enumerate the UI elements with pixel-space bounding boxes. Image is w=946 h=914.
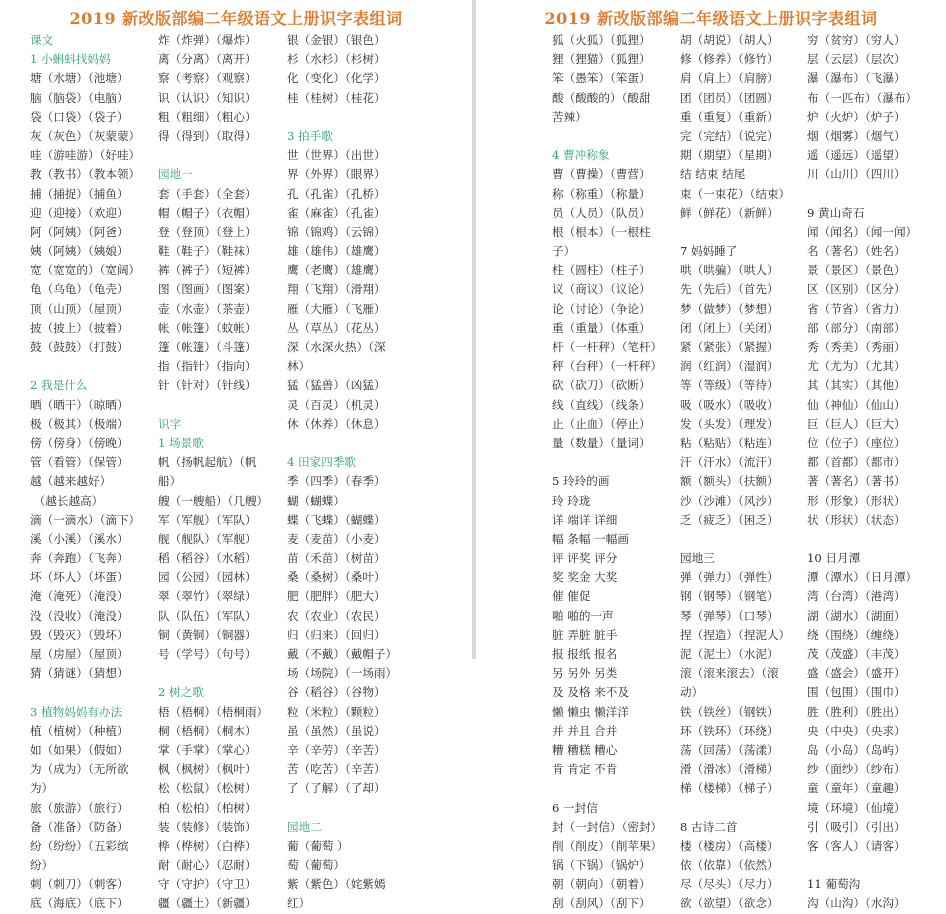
word-entry: 烟（烟雾）（烟气）: [807, 128, 906, 143]
word-entry: 灰（灰色）（灰蒙蒙）: [30, 128, 141, 143]
word-entry: 桂（桂树）（桂花）: [287, 90, 386, 105]
section-heading: 2 树之歌: [158, 685, 204, 700]
word-entry: 守（守护）（守卫）: [158, 877, 257, 892]
word-entry: 额（额头）（扶额）: [680, 474, 779, 489]
word-entry: 笨（愚笨）（笨蛋）: [552, 71, 651, 86]
word-entry: 沟（山沟）（水沟）: [807, 896, 906, 911]
word-entry: 桦（桦树）（白桦）: [158, 838, 257, 853]
word-entry: 瀑（瀑布）（飞瀑）: [807, 71, 906, 86]
word-entry: 围（包围）（围巾）: [807, 685, 906, 700]
word-entry: 帐（帐篷）（蚊帐）: [158, 320, 257, 335]
word-entry: 根（根本）（一根柱: [552, 224, 651, 239]
word-entry: 依（依靠）（依然）: [680, 858, 779, 873]
word-entry: 坏（坏人）（坏蛋）: [30, 570, 129, 585]
word-entry: 催 催促: [552, 589, 591, 604]
word-column-3: [287, 31, 397, 914]
spacer: [287, 799, 397, 818]
section-heading: 8 古诗二首: [680, 819, 738, 834]
word-entry: 封（一封信）（密封）: [552, 819, 663, 834]
word-entry: 肯 肯定 不肯: [552, 762, 618, 777]
word-column-1: [552, 31, 662, 914]
word-entry: 纷）: [30, 858, 54, 873]
word-entry: 银（金银）（银色）: [287, 33, 386, 47]
word-entry: 完（完结）（说完）: [680, 128, 779, 143]
spacer: [30, 357, 140, 376]
word-entry: 号（学号）（句号）: [158, 647, 257, 661]
word-entry: 麦（麦苗）（小麦）: [287, 531, 386, 546]
word-entry: 景（景区）（景色）: [807, 263, 906, 278]
section-heading: 园地三: [680, 551, 715, 566]
word-entry: 纱（面纱）（纱布）: [807, 762, 906, 777]
word-entry: 区（区别）（区分）: [807, 282, 906, 297]
word-entry: 炸（炸弹）（爆炸）: [158, 33, 257, 47]
word-entry: 铜（黄铜）（铜器）: [158, 627, 257, 642]
word-entry: 仙（神仙）（仙山）: [807, 397, 906, 412]
word-entry: 锅（下锅）（锅炉）: [552, 858, 651, 873]
word-entry: 肥（肥胖）（肥大）: [287, 589, 386, 604]
word-entry: 队（队伍）（军队）: [158, 608, 257, 623]
word-entry: 套（手套）（全套）: [158, 186, 257, 201]
spacer: [680, 223, 790, 242]
spacer: [807, 185, 917, 204]
word-entry: 部（部分）（南部）: [807, 320, 906, 335]
word-entry: 披（披上）（披着）: [30, 320, 129, 335]
section-heading: 2 我是什么: [30, 378, 88, 393]
word-entry: 晒（晒干）（晾晒）: [30, 397, 129, 412]
word-entry: 帆（扬帆起航）（帆: [158, 455, 257, 470]
word-entry: 梧（梧桐）（梧桐雨）: [158, 704, 269, 719]
word-entry: 世（世界）（出世）: [287, 148, 386, 163]
word-entry: 掌（手掌）（掌心）: [158, 742, 257, 757]
left-page: [0, 0, 472, 911]
section-heading: 4 田家四季歌: [287, 455, 357, 470]
word-entry: 汗（汗水）（流汗）: [680, 455, 779, 470]
spacer: [30, 683, 140, 702]
word-entry: 束（一束花）（结束）: [680, 186, 791, 201]
word-column-1: [30, 31, 140, 914]
word-entry: 狐（火狐）（狐狸）: [552, 33, 651, 47]
word-entry: 岛（小岛）（岛屿）: [807, 742, 906, 757]
word-entry: 为）: [30, 781, 54, 796]
word-entry: 帽（帽子）（衣帽）: [158, 205, 257, 220]
word-entry: 捏（捏造）（捏泥人）: [680, 627, 791, 642]
word-entry: 评 评奖 评分: [552, 551, 618, 566]
spacer: [158, 146, 268, 165]
word-entry: 化（变化）（化学）: [287, 71, 386, 86]
section-heading: 1 场景歌: [158, 435, 204, 450]
word-entry: 宽（宽宽的）（宽阔）: [30, 263, 141, 278]
word-entry: 鞋（鞋子）（鞋袜）: [158, 244, 257, 259]
word-entry: 刮（刮风）（刮下）: [552, 896, 651, 911]
word-entry: 紧（紧张）（紧握）: [680, 340, 779, 354]
spacer: [552, 453, 662, 472]
word-entry: 雀（麻雀）（孔雀）: [287, 205, 386, 220]
word-entry: 期（期望）（星期）: [680, 148, 779, 163]
word-entry: 屋（房屋）（屋顶）: [30, 647, 129, 661]
word-entry: 曹（曹操）（曹营）: [552, 167, 651, 182]
word-entry: 肩（肩上）（肩膀）: [680, 71, 779, 86]
word-entry: 农（农业）（农民）: [287, 608, 386, 623]
word-entry: 酸（酸酸的）（酸甜: [552, 90, 651, 105]
word-entry: 教（教书）（教本领）: [30, 167, 141, 182]
word-entry: 粘（粘贴）（粘连）: [680, 435, 779, 450]
word-entry: 论（讨论）（争论）: [552, 301, 651, 316]
word-entry: 位（位子）（座位）: [807, 435, 906, 450]
word-entry: 园（公园）（园林）: [158, 570, 257, 585]
word-entry: 傍（傍身）（傍晚）: [30, 435, 129, 450]
section-heading: 11 葡萄沟: [807, 877, 861, 892]
spacer: [680, 799, 790, 818]
word-entry: 刺（刺刀）（刺客）: [30, 877, 129, 892]
word-entry: 龟（乌龟）（龟壳）: [30, 282, 129, 297]
word-entry: 翔（飞翔）（滑翔）: [287, 282, 386, 297]
word-entry: 得（得到）（取得）: [158, 128, 257, 143]
word-entry: 界（外界）（眼界）: [287, 167, 386, 182]
word-entry: 巨（巨人）（巨大）: [807, 416, 906, 431]
word-column-3: [807, 31, 917, 914]
word-entry: 篷（帐篷）（斗篷）: [158, 340, 257, 354]
word-entry: 针（针对）（针线）: [158, 378, 257, 393]
word-entry: 戴（不戴）（戴帽子）: [287, 647, 398, 661]
spacer: [158, 664, 268, 683]
word-entry: 钢（钢琴）（钢笔）: [680, 589, 779, 604]
word-entry: 桑（桑树）（桑叶）: [287, 570, 386, 585]
word-entry: 红）: [287, 896, 311, 911]
word-entry: 客（客人）（请客）: [807, 838, 906, 853]
word-entry: 玲 玲珑: [552, 493, 591, 508]
word-entry: 底（海底）（底下）: [30, 896, 129, 911]
word-entry: （越长越高）: [30, 493, 104, 508]
word-entry: 滴（一滴水）（滴下）: [30, 512, 141, 527]
word-entry: 湾（台湾）（港湾）: [807, 589, 906, 604]
word-entry: 重（重复）（重新）: [680, 109, 779, 124]
word-entry: 润（红润）（湿润）: [680, 359, 779, 374]
word-entry: 紫（紫色）（姹紫嫣: [287, 877, 386, 892]
word-entry: 楼（楼房）（高楼）: [680, 838, 779, 853]
word-entry: 奔（奔跑）（飞奔）: [30, 551, 129, 566]
word-entry: 都（首都）（都市）: [807, 455, 906, 470]
word-entry: 童（童年）（童趣）: [807, 781, 906, 796]
word-entry: 猛（猛兽）（凶猛）: [287, 378, 386, 393]
word-entry: 场（场院）（一场雨）: [287, 666, 398, 681]
word-entry: 盛（盛会）（盛开）: [807, 666, 906, 681]
word-entry: 琴（弹琴）（口琴）: [680, 608, 779, 623]
word-entry: 溪（小溪）（溪水）: [30, 531, 129, 546]
spacer: [552, 127, 662, 146]
word-entry: 松（松鼠）（松树）: [158, 781, 257, 796]
word-entry: 荡（回荡）（荡漾）: [680, 742, 779, 757]
word-entry: 鼓（鼓鼓）（打鼓）: [30, 340, 129, 354]
word-entry: 梯（楼梯）（梯子）: [680, 781, 779, 796]
word-entry: 滑（滑冰）（滑梯）: [680, 762, 779, 777]
word-entry: 员（人员）（队员）: [552, 205, 651, 220]
word-entry: 杆（一杆秤）（笔杆）: [552, 340, 663, 354]
word-entry: 梦（做梦）（梦想）: [680, 301, 779, 316]
word-entry: 境（环境）（仙境）: [807, 800, 906, 815]
word-entry: 管（看管）（保管）: [30, 455, 129, 470]
word-entry: 杉（水杉）（杉树）: [287, 52, 386, 67]
word-entry: 弹（弹力）（弹性）: [680, 570, 779, 585]
word-entry: 等（等级）（等待）: [680, 378, 779, 393]
word-entry: 奖 奖金 大奖: [552, 570, 618, 585]
word-entry: 艘（一艘船）（几艘）: [158, 493, 269, 508]
spacer: [287, 108, 397, 127]
word-entry: 灵（百灵）（机灵）: [287, 397, 386, 412]
word-entry: 归（归来）（回归）: [287, 627, 386, 642]
word-entry: 耐（耐心）（忍耐）: [158, 858, 257, 873]
word-entry: 纷（纷纷）（五彩缤: [30, 838, 129, 853]
word-entry: 秤（台秤）（一杆秤）: [552, 359, 663, 374]
word-column-2: [158, 31, 268, 914]
word-entry: 孔（孔雀）（孔桥）: [287, 186, 386, 201]
word-entry: 脏 弄脏 脏手: [552, 627, 618, 642]
word-entry: 铁（铁丝）（钢铁）: [680, 704, 779, 719]
word-entry: 雁（大雁）（飞雁）: [287, 301, 386, 316]
word-entry: 央（中央）（央求）: [807, 723, 906, 738]
word-entry: 称（称重）（称量）: [552, 186, 651, 201]
word-entry: 乏（疲乏）（困乏）: [680, 512, 779, 527]
word-entry: 狸（狸猫）（狐狸）: [552, 52, 651, 67]
word-entry: 察（考察）（观察）: [158, 71, 257, 86]
word-entry: 名（著名）（姓名）: [807, 244, 906, 259]
word-entry: 谷（稻谷）（谷物）: [287, 685, 386, 700]
word-entry: 苗（禾苗）（树苗）: [287, 551, 386, 566]
word-entry: 鲜（鲜花）（新鲜）: [680, 205, 779, 220]
word-entry: 苦（吃苦）（辛苦）: [287, 762, 386, 777]
word-entry: 塘（水塘）（池塘）: [30, 71, 129, 86]
word-entry: 哄（哄骗）（哄人）: [680, 263, 779, 278]
word-entry: 萄（葡萄）: [287, 858, 345, 873]
word-entry: 林）: [287, 359, 311, 374]
word-entry: 幅 条幅 一幅画: [552, 531, 629, 546]
word-entry: 脑（脑袋）（电脑）: [30, 90, 129, 105]
word-entry: 滚（滚来滚去）（滚: [680, 666, 779, 681]
word-entry: 量（数量）（量词）: [552, 435, 651, 450]
word-entry: 淹（淹死）（淹没）: [30, 589, 129, 604]
word-entry: 翠（翠竹）（翠绿）: [158, 589, 257, 604]
word-entry: 子）: [552, 244, 576, 259]
word-entry: 炉（火炉）（炉子）: [807, 109, 906, 124]
word-entry: 为（成为）（无所欲: [30, 762, 129, 777]
word-entry: 姨（阿姨）（姨娘）: [30, 244, 129, 259]
word-entry: 阿（阿姨）（阿爸）: [30, 224, 129, 239]
word-entry: 泥（泥土）（水泥）: [680, 647, 779, 661]
word-entry: 遥（遥远）（遥望）: [807, 148, 906, 163]
page-title: 2019 新改版部编二年级语文上册识字表组词: [69, 9, 403, 28]
word-entry: 旅（旅游）（旅行）: [30, 800, 129, 815]
word-entry: 疆（疆土）（新疆）: [158, 896, 257, 911]
spacer: [158, 396, 268, 415]
word-entry: 茂（茂盛）（丰茂）: [807, 647, 906, 661]
word-entry: 辛（辛劳）（辛苦）: [287, 742, 386, 757]
word-entry: 苦辣）: [552, 109, 587, 124]
word-entry: 状（形状）（状态）: [807, 512, 906, 527]
word-entry: 线（直线）（线条）: [552, 397, 651, 412]
word-entry: 图（图画）（图案）: [158, 282, 257, 297]
word-entry: 雄（雄伟）（雄鹰）: [287, 244, 386, 259]
word-entry: 军（军舰）（军队）: [158, 512, 257, 527]
word-entry: 形（形象）（形状）: [807, 493, 906, 508]
word-entry: 枫（枫树）（枫叶）: [158, 762, 257, 777]
word-entry: 锦（锦鸡）（云锦）: [287, 224, 386, 239]
word-entry: 环（铁环）（环绕）: [680, 723, 779, 738]
word-entry: 柏（松柏）（柏树）: [158, 800, 257, 815]
word-entry: 指（指针）（指向）: [158, 359, 257, 374]
word-entry: 团（团员）（团圆）: [680, 90, 779, 105]
word-entry: 毁（毁灭）（毁坏）: [30, 627, 129, 642]
word-entry: 顶（山顶）（屋顶）: [30, 301, 129, 316]
word-entry: 稻（稻谷）（水稻）: [158, 551, 257, 566]
word-entry: 胜（胜利）（胜出）: [807, 704, 906, 719]
word-entry: 舰（舰队）（军舰）: [158, 531, 257, 546]
word-entry: 止（止血）（停止）: [552, 416, 651, 431]
word-entry: 著（著名）（著书）: [807, 474, 906, 489]
word-entry: 鹰（老鹰）（雄鹰）: [287, 263, 386, 278]
section-heading: 10 日月潭: [807, 551, 861, 566]
word-entry: 布（一匹布）（瀑布）: [807, 90, 918, 105]
word-entry: 结 结束 结尾: [680, 167, 746, 182]
word-entry: 袋（口袋）（袋子）: [30, 109, 129, 124]
word-entry: 捕（捕捉）（捕鱼）: [30, 186, 129, 201]
word-entry: 裤（裤子）（短裤）: [158, 263, 257, 278]
word-entry: 潭（潭水）（日月潭）: [807, 570, 918, 585]
word-entry: 议（商议）（议论）: [552, 282, 651, 297]
word-entry: 引（吸引）（引出）: [807, 819, 906, 834]
word-entry: 植（植树）（种植）: [30, 723, 129, 738]
section-heading: 课文: [30, 33, 54, 47]
word-entry: 柱（圆柱）（柱子）: [552, 263, 651, 278]
section-heading: 1 小蝌蚪找妈妈: [30, 52, 111, 67]
page-title: 2019 新改版部编二年级语文上册识字表组词: [544, 9, 878, 28]
word-entry: 备（准备）（防备）: [30, 819, 129, 834]
word-entry: 粗（粗细）（粗心）: [158, 109, 257, 124]
word-entry: 其（其实）（其他）: [807, 378, 906, 393]
word-entry: 如（如果）（假如）: [30, 742, 129, 757]
word-entry: 越（越来越好）: [30, 474, 112, 489]
word-entry: 详 端详 详细: [552, 512, 618, 527]
word-entry: 砍（砍刀）（砍断）: [552, 378, 651, 393]
word-entry: 修（修养）（修竹）: [680, 52, 779, 67]
section-heading: 识字: [158, 416, 182, 431]
section-heading: 9 黄山奇石: [807, 205, 865, 220]
word-entry: 了（了解）（了却）: [287, 781, 386, 796]
word-entry: 猜（猜谜）（猜想）: [30, 666, 129, 681]
word-entry: 层（云层）（层次）: [807, 52, 906, 67]
word-entry: 绕（围绕）（缠绕）: [807, 627, 906, 642]
word-entry: 重（重量）（体重）: [552, 320, 651, 335]
section-heading: 园地二: [287, 819, 322, 834]
word-entry: 壶（水壶）（茶壶）: [158, 301, 257, 316]
word-entry: 尽（尽头）（尽力）: [680, 877, 779, 892]
right-page: [476, 0, 946, 911]
word-entry: 船）: [158, 474, 182, 489]
spacer: [680, 530, 790, 549]
word-entry: 季（四季）（春季）: [287, 474, 386, 489]
word-entry: 葡（葡萄 ）: [287, 838, 349, 853]
word-entry: 胡（胡说）（胡人）: [680, 33, 779, 47]
section-heading: 3 拍手歌: [287, 128, 333, 143]
word-entry: 及 及格 来不及: [552, 685, 629, 700]
spacer: [807, 530, 917, 549]
word-entry: 蝴（蝴蝶）: [287, 493, 345, 508]
word-entry: 哇（游哇游）（好哇）: [30, 148, 141, 163]
word-entry: 朝（朝向）（朝着）: [552, 877, 651, 892]
word-entry: 发（头发）（理发）: [680, 416, 779, 431]
word-entry: 粒（米粒）（颗粒）: [287, 704, 386, 719]
word-entry: 极（极其）（极端）: [30, 416, 129, 431]
word-entry: 报 报纸 报名: [552, 647, 618, 661]
word-entry: 深（水深火热）（深: [287, 340, 386, 354]
word-entry: 闻（闻名）（闻一闻）: [807, 224, 918, 239]
word-entry: 登（登顶）（登上）: [158, 224, 257, 239]
section-heading: 7 妈妈睡了: [680, 244, 738, 259]
section-heading: 4 曹冲称象: [552, 148, 610, 163]
word-entry: 欲（欲望）（欲念）: [680, 896, 779, 911]
word-entry: 削（削皮）（削苹果）: [552, 838, 663, 853]
word-entry: 迎（迎接）（欢迎）: [30, 205, 129, 220]
word-entry: 尤（尤为）（尤其）: [807, 359, 906, 374]
word-entry: 桐（梧桐）（桐木）: [158, 723, 257, 738]
section-heading: 5 玲玲的画: [552, 474, 610, 489]
word-entry: 另 另外 另类: [552, 666, 618, 681]
word-entry: 吸（吸水）（吸收）: [680, 397, 779, 412]
word-entry: 休（休养）（休息）: [287, 416, 386, 431]
section-heading: 3 植物妈妈有办法: [30, 704, 123, 719]
spacer: [552, 779, 662, 798]
word-entry: 糟 糟糕 糟心: [552, 742, 618, 757]
word-entry: 川（山川）（四川）: [807, 167, 906, 182]
section-heading: 6 一封信: [552, 800, 598, 815]
word-entry: 动）: [680, 685, 704, 700]
word-entry: 离（分离）（离开）: [158, 52, 257, 67]
word-entry: 蝶（飞蝶）（蝴蝶）: [287, 512, 386, 527]
word-entry: 没（没收）（淹没）: [30, 608, 129, 623]
word-entry: 虽（虽然）（虽说）: [287, 723, 386, 738]
word-entry: 秀（秀美）（秀丽）: [807, 340, 906, 354]
word-entry: 沙（沙滩）（风沙）: [680, 493, 779, 508]
word-entry: 穷（贫穷）（穷人）: [807, 33, 906, 47]
section-heading: 园地一: [158, 167, 193, 182]
word-entry: 先（先后）（首先）: [680, 282, 779, 297]
word-entry: 省（节省）（省力）: [807, 301, 906, 316]
word-entry: 啪 啪的一声: [552, 608, 614, 623]
word-entry: 懒 懒虫 懒洋洋: [552, 704, 629, 719]
word-entry: 并 并且 合并: [552, 723, 618, 738]
spacer: [807, 856, 917, 875]
word-entry: 装（装修）（装饰）: [158, 819, 257, 834]
word-entry: 湖（湖水）（湖面）: [807, 608, 906, 623]
word-entry: 丛（草丛）（花丛）: [287, 320, 386, 335]
word-column-2: [680, 31, 790, 914]
word-entry: 闭（闭上）（关闭）: [680, 320, 779, 335]
word-entry: 识（认识）（知识）: [158, 90, 257, 105]
spacer: [287, 434, 397, 453]
